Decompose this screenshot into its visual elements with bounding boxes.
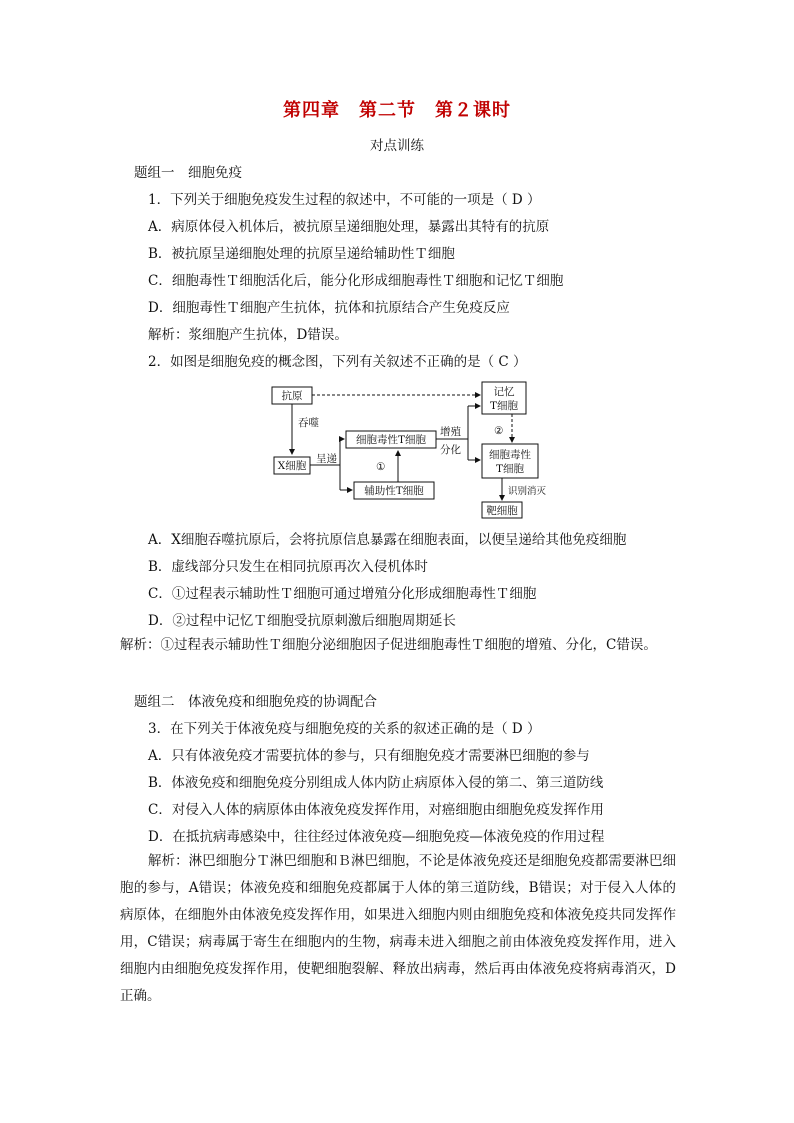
q1-option-d: D．细胞毒性Ｔ细胞产生抗体，抗体和抗原结合产生免疫反应 <box>148 300 510 316</box>
diagram-helper: 辅助性T细胞 <box>364 485 424 497</box>
diagram-memory-line1: 记忆 <box>493 386 515 398</box>
q3-stem: 3．在下列关于体液免疫与细胞免疫的关系的叙述正确的是（ D ） <box>148 721 541 737</box>
cell-immunity-diagram <box>268 378 558 520</box>
q1-option-a: A．病原体侵入机体后，被抗原呈递细胞处理，暴露出其特有的抗原 <box>148 219 550 235</box>
q3-analysis: 解析：淋巴细胞分Ｔ淋巴细胞和Ｂ淋巴细胞，不论是体液免疫还是细胞免疫都需要淋巴细胞的参与，A错误；体液免疫和细胞免疫都属于人体的第三道防线，B错误；对于侵入人体的病原体，在细胞外由体液免疫发挥作用，如果进入细胞内则由细胞免疫和体液免疫共同发挥作用，C错误；病毒属于寄生在细胞内的生物，病毒未进入细胞之前由体液免疫发挥作用，进入细胞内由细胞免疫发挥作用，使靶细胞裂解、释放出病毒，然后再由体液免疫将病毒消灭，D正确。 <box>120 853 676 1004</box>
diagram-prolif2: 分化 <box>440 444 461 456</box>
page-title: 第四章 第二节 第２课时 <box>283 100 511 121</box>
diagram-antigen: 抗原 <box>281 390 303 402</box>
page-subtitle: 对点训练 <box>370 138 424 154</box>
q1-option-b: B．被抗原呈递细胞处理的抗原呈递给辅助性Ｔ细胞 <box>148 246 455 262</box>
diagram-target: 靶细胞 <box>486 505 518 517</box>
q3-option-d: D．在抵抗病毒感染中，往往经过体液免疫—细胞免疫—体液免疫的作用过程 <box>148 829 605 845</box>
group1-heading: 题组一 细胞免疫 <box>134 165 242 181</box>
diagram-present: 呈递 <box>316 453 337 465</box>
diagram-prolif1: 增殖 <box>440 426 461 438</box>
q3-option-c: C．对侵入人体的病原体由体液免疫发挥作用，对癌细胞由细胞免疫发挥作用 <box>148 802 604 818</box>
diagram-circle1: ① <box>376 461 386 473</box>
q3-option-b: B．体液免疫和细胞免疫分别组成人体内防止病原体入侵的第二、第三道防线 <box>148 775 604 791</box>
q2-option-c: C．①过程表示辅助性Ｔ细胞可通过增殖分化形成细胞毒性Ｔ细胞 <box>148 586 537 602</box>
diagram-engulf: 吞噬 <box>298 417 319 429</box>
q2-option-a: A．X细胞吞噬抗原后，会将抗原信息暴露在细胞表面，以便呈递给其他免疫细胞 <box>148 532 627 548</box>
diagram-x-cell: X细胞 <box>277 460 307 472</box>
q1-option-c: C．细胞毒性Ｔ细胞活化后，能分化形成细胞毒性Ｔ细胞和记忆Ｔ细胞 <box>148 273 564 289</box>
q2-option-b: B．虚线部分只发生在相同抗原再次入侵机体时 <box>148 559 428 575</box>
q1-analysis: 解析：浆细胞产生抗体，D错误。 <box>148 327 348 343</box>
q2-stem: 2．如图是细胞免疫的概念图，下列有关叙述不正确的是（ C ） <box>148 354 527 370</box>
diagram-recognize: 识别消灭 <box>508 486 547 497</box>
q2-analysis: 解析：①过程表示辅助性Ｔ细胞分泌细胞因子促进细胞毒性Ｔ细胞的增殖、分化，C错误。 <box>120 637 657 653</box>
diagram-ctl: 细胞毒性T细胞 <box>355 434 427 446</box>
q2-option-d: D．②过程中记忆Ｔ细胞受抗原刺激后细胞周期延长 <box>148 613 456 629</box>
diagram-circle2: ② <box>494 425 504 437</box>
diagram-ctl2-line1: 细胞毒性 <box>489 449 531 461</box>
diagram-memory-line2: T细胞 <box>489 400 519 412</box>
diagram-ctl2-line2: T细胞 <box>495 463 525 475</box>
q3-option-a: A．只有体液免疫才需要抗体的参与，只有细胞免疫才需要淋巴细胞的参与 <box>148 748 590 764</box>
q1-stem: 1．下列关于细胞免疫发生过程的叙述中，不可能的一项是（ D ） <box>148 192 541 208</box>
group2-heading: 题组二 体液免疫和细胞免疫的协调配合 <box>134 694 377 710</box>
